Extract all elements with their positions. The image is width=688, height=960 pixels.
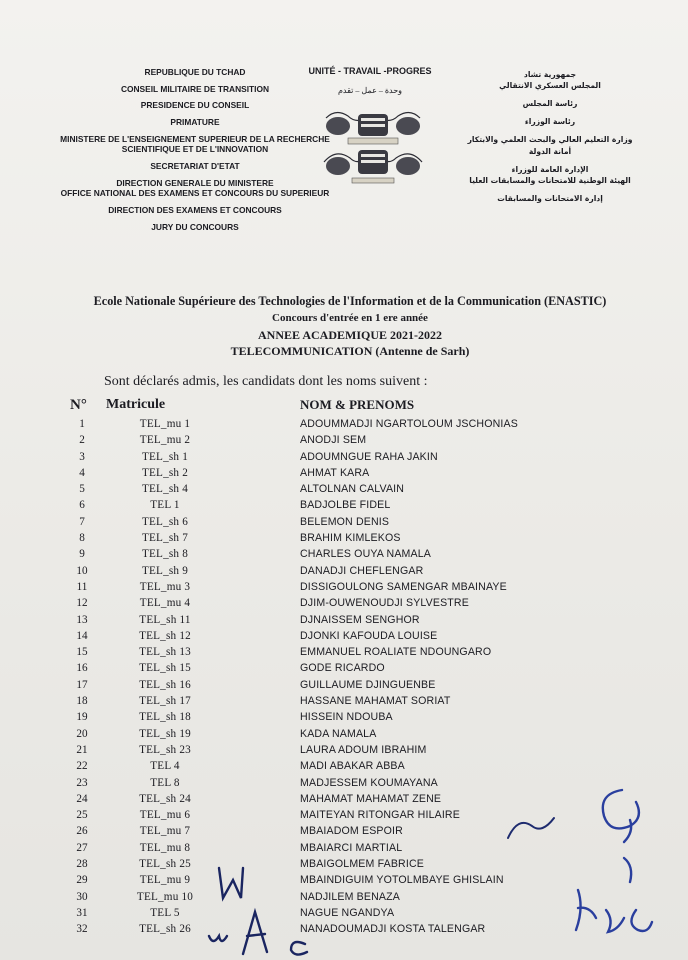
row-number: 10	[76, 564, 88, 577]
program-name: TELECOMMUNICATION (Antenne de Sarh)	[230, 344, 470, 358]
row-number: 6	[79, 499, 85, 512]
table-row	[0, 434, 688, 450]
row-matricule: TEL_sh 7	[141, 532, 189, 545]
header-left-block	[50, 68, 340, 239]
table-row	[0, 695, 688, 711]
row-number: 9	[79, 548, 85, 561]
row-matricule: TEL_mu 2	[139, 434, 191, 447]
row-matricule: TEL_sh 25	[139, 858, 191, 871]
header-right-line: الإدارة العامة للوزراء	[511, 164, 589, 174]
handwritten-signature-icon	[560, 780, 670, 960]
row-number: 32	[76, 923, 88, 936]
column-header-no: N°	[70, 397, 87, 413]
row-candidate-name: MBAIARCI MARTIAL	[300, 841, 403, 854]
row-candidate-name: DJIM-OUWENOUDJI SYLVESTRE	[300, 597, 469, 610]
column-header-matricule: Matricule	[106, 397, 166, 412]
row-number: 13	[76, 613, 88, 626]
table-row	[0, 499, 688, 515]
row-candidate-name: DJNAISSEM SENGHOR	[300, 613, 420, 626]
table-row	[0, 581, 688, 597]
handwritten-initials-icon	[205, 860, 315, 960]
row-number: 8	[79, 532, 85, 545]
header-left-line: PRIMATURE	[170, 116, 220, 127]
row-matricule: TEL_mu 8	[139, 841, 191, 854]
row-candidate-name: DANADJI CHEFLENGAR	[300, 564, 424, 577]
table-row	[0, 744, 688, 760]
row-number: 29	[76, 874, 88, 887]
table-row	[0, 728, 688, 744]
row-candidate-name: MADJESSEM KOUMAYANA	[300, 776, 438, 789]
row-matricule: TEL_mu 4	[139, 597, 191, 610]
row-number: 18	[76, 695, 88, 708]
row-matricule: TEL_mu 6	[139, 809, 191, 822]
row-candidate-name: CHARLES OUYA NAMALA	[300, 548, 431, 561]
row-candidate-name: MBAIADOM ESPOIR	[300, 825, 403, 838]
row-number: 24	[76, 792, 88, 805]
row-number: 21	[76, 743, 88, 756]
row-number: 2	[79, 434, 85, 447]
row-candidate-name: AHMAT KARA	[300, 466, 370, 479]
row-matricule: TEL_sh 26	[139, 923, 191, 936]
admission-intro: Sont déclarés admis, les candidats dont les noms suivent :	[104, 374, 428, 389]
row-candidate-name: KADA NAMALA	[300, 727, 377, 740]
row-candidate-name: BADJOLBE FIDEL	[300, 499, 391, 512]
row-matricule: TEL 5	[150, 906, 180, 919]
row-number: 27	[76, 841, 88, 854]
table-row	[0, 565, 688, 581]
row-candidate-name: ANODJI SEM	[300, 434, 367, 447]
row-candidate-name: GUILLAUME DJINGUENBE	[300, 678, 436, 691]
table-row	[0, 451, 688, 467]
table-row	[0, 760, 688, 776]
row-matricule: TEL_sh 9	[141, 564, 189, 577]
row-number: 20	[76, 727, 88, 740]
row-candidate-name: BRAHIM KIMLEKOS	[300, 532, 401, 545]
row-candidate-name: NADJILEM BENAZA	[300, 890, 400, 903]
academic-year: ANNEE ACADEMIQUE 2021-2022	[257, 328, 442, 342]
table-row	[0, 548, 688, 564]
row-candidate-name: GODE RICARDO	[300, 662, 385, 675]
header-right-line: جمهورية تشاد	[523, 70, 577, 79]
header-right-line: وزارة التعليم العالي والبحث العلمي والابتكار	[467, 135, 633, 145]
row-number: 12	[76, 597, 88, 610]
table-row	[0, 711, 688, 727]
row-number: 23	[76, 776, 88, 789]
row-candidate-name: NANADOUMADJI KOSTA TALENGAR	[300, 923, 486, 936]
row-candidate-name: DISSIGOULONG SAMENGAR MBAINAYE	[300, 580, 507, 593]
row-candidate-name: EMMANUEL ROALIATE NDOUNGARO	[300, 646, 492, 659]
handwritten-mark-icon	[500, 808, 560, 848]
row-candidate-name: HASSANE MAHAMAT SORIAT	[300, 695, 451, 708]
row-candidate-name: DJONKI KAFOUDA LOUISE	[300, 629, 438, 642]
row-number: 28	[76, 858, 88, 871]
row-candidate-name: MADI ABAKAR ABBA	[300, 760, 405, 773]
row-matricule: TEL 4	[150, 760, 180, 773]
row-number: 4	[79, 466, 85, 479]
row-matricule: TEL_sh 15	[139, 662, 191, 675]
row-matricule: TEL_sh 13	[139, 646, 191, 659]
row-number: 30	[76, 890, 88, 903]
row-matricule: TEL_mu 3	[139, 580, 191, 593]
row-matricule: TEL_mu 9	[139, 874, 191, 887]
header-left-line: DIRECTION DES EXAMENS ET CONCOURS	[108, 204, 282, 215]
header-left-line: MINISTERE DE L'ENSEIGNEMENT SUPERIEUR DE LA RECHERCHE	[60, 133, 330, 144]
row-matricule: TEL_mu 10	[136, 890, 194, 903]
column-header-name: NOM & PRENOMS	[300, 397, 415, 412]
national-motto: UNITÉ - TRAVAIL -PROGRES	[308, 66, 432, 76]
header-left-line: PRESIDENCE DU CONSEIL	[140, 100, 250, 111]
row-matricule: TEL_mu 1	[139, 418, 191, 430]
table-row	[0, 614, 688, 630]
row-number: 17	[76, 678, 88, 691]
document-title-block	[50, 294, 650, 359]
table-row	[0, 483, 688, 499]
header-left-line: SECRETARIAT D'ETAT	[150, 160, 240, 171]
row-candidate-name: MBAIGOLMEM FABRICE	[300, 858, 424, 871]
header-right-line: المجلس العسكري الانتقالي	[499, 81, 601, 91]
header-right-line: أمانة الدولة	[528, 146, 572, 156]
row-matricule: TEL_sh 12	[139, 629, 191, 642]
row-candidate-name: MBAINDIGUIM YOTOLMBAYE GHISLAIN	[300, 874, 504, 887]
row-matricule: TEL_sh 8	[141, 548, 189, 561]
row-matricule: TEL_sh 23	[139, 743, 191, 756]
row-number: 5	[79, 483, 85, 496]
table-row	[0, 630, 688, 646]
row-candidate-name: ADOUMNGUE RAHA JAKIN	[300, 450, 438, 463]
header-right-line: إدارة الامتحانات والمسابقات	[497, 193, 603, 203]
row-candidate-name: HISSEIN NDOUBA	[300, 711, 393, 724]
table-row	[0, 516, 688, 532]
row-candidate-name: BELEMON DENIS	[300, 515, 390, 528]
header-right-line: الهيئة الوطنية للامتحانات والمسابقات العليا	[469, 175, 631, 185]
row-number: 3	[79, 450, 85, 463]
row-number: 16	[76, 662, 88, 675]
table-row	[0, 646, 688, 662]
row-number: 11	[76, 580, 88, 593]
row-candidate-name: MAITEYAN RITONGAR HILAIRE	[300, 809, 460, 822]
table-row	[0, 679, 688, 695]
row-candidate-name: LAURA ADOUM IBRAHIM	[300, 743, 427, 756]
row-candidate-name: ADOUMMADJI NGARTOLOUM JSCHONIAS	[300, 418, 518, 430]
row-number: 31	[76, 906, 88, 919]
row-number: 22	[76, 760, 88, 773]
row-number: 19	[76, 711, 88, 724]
row-candidate-name: NAGUE NGANDYA	[300, 906, 395, 919]
row-matricule: TEL_sh 16	[139, 678, 191, 691]
row-matricule: TEL 1	[150, 499, 180, 512]
row-matricule: TEL_sh 24	[139, 792, 191, 805]
header-right-block	[450, 70, 650, 212]
row-matricule: TEL_sh 4	[141, 483, 189, 496]
row-candidate-name: ALTOLNAN CALVAIN	[300, 483, 405, 496]
row-number: 14	[76, 629, 88, 642]
header-left-line: REPUBLIQUE DU TCHAD	[144, 67, 246, 77]
header-left-line: SCIENTIFIQUE ET DE L'INNOVATION	[121, 144, 269, 155]
row-matricule: TEL_sh 2	[141, 466, 189, 479]
header-left-line: CONSEIL MILITAIRE DE TRANSITION	[120, 83, 270, 94]
row-matricule: TEL_sh 19	[139, 727, 191, 740]
table-row	[0, 662, 688, 678]
row-matricule: TEL_sh 17	[139, 695, 191, 708]
header-left-line: OFFICE NATIONAL DES EXAMENS ET CONCOURS DU SUPERIEUR	[60, 188, 330, 199]
header-right-line: رئاسة المجلس	[522, 99, 578, 109]
row-number: 7	[79, 515, 85, 528]
national-motto-arabic: وحدة – عمل – تقدم	[337, 86, 403, 95]
school-name: Ecole Nationale Supérieure des Technologies de l'Information et de la Communication (ENASTIC)	[93, 294, 607, 308]
row-matricule: TEL_sh 18	[139, 711, 191, 724]
table-row	[0, 467, 688, 483]
row-number: 25	[76, 809, 88, 822]
row-matricule: TEL 8	[150, 776, 180, 789]
competition-title: Concours d'entrée en 1 ere année	[272, 312, 428, 324]
row-candidate-name: MAHAMAT MAHAMAT ZENE	[300, 792, 442, 805]
header-left-line: DIRECTION GENERALE DU MINISTERE	[116, 177, 274, 188]
row-matricule: TEL_sh 6	[141, 515, 189, 528]
header-left-line: JURY DU CONCOURS	[151, 221, 239, 232]
table-row	[0, 532, 688, 548]
row-matricule: TEL_sh 11	[139, 613, 191, 626]
row-matricule: TEL_sh 1	[141, 450, 189, 463]
row-number: 15	[76, 646, 88, 659]
coat-of-arms-icon	[318, 104, 428, 186]
table-row	[0, 418, 688, 434]
row-number: 1	[79, 418, 85, 430]
table-row	[0, 597, 688, 613]
row-matricule: TEL_mu 7	[139, 825, 191, 838]
row-number: 26	[76, 825, 88, 838]
header-right-line: رئاسة الوزراء	[524, 117, 576, 127]
